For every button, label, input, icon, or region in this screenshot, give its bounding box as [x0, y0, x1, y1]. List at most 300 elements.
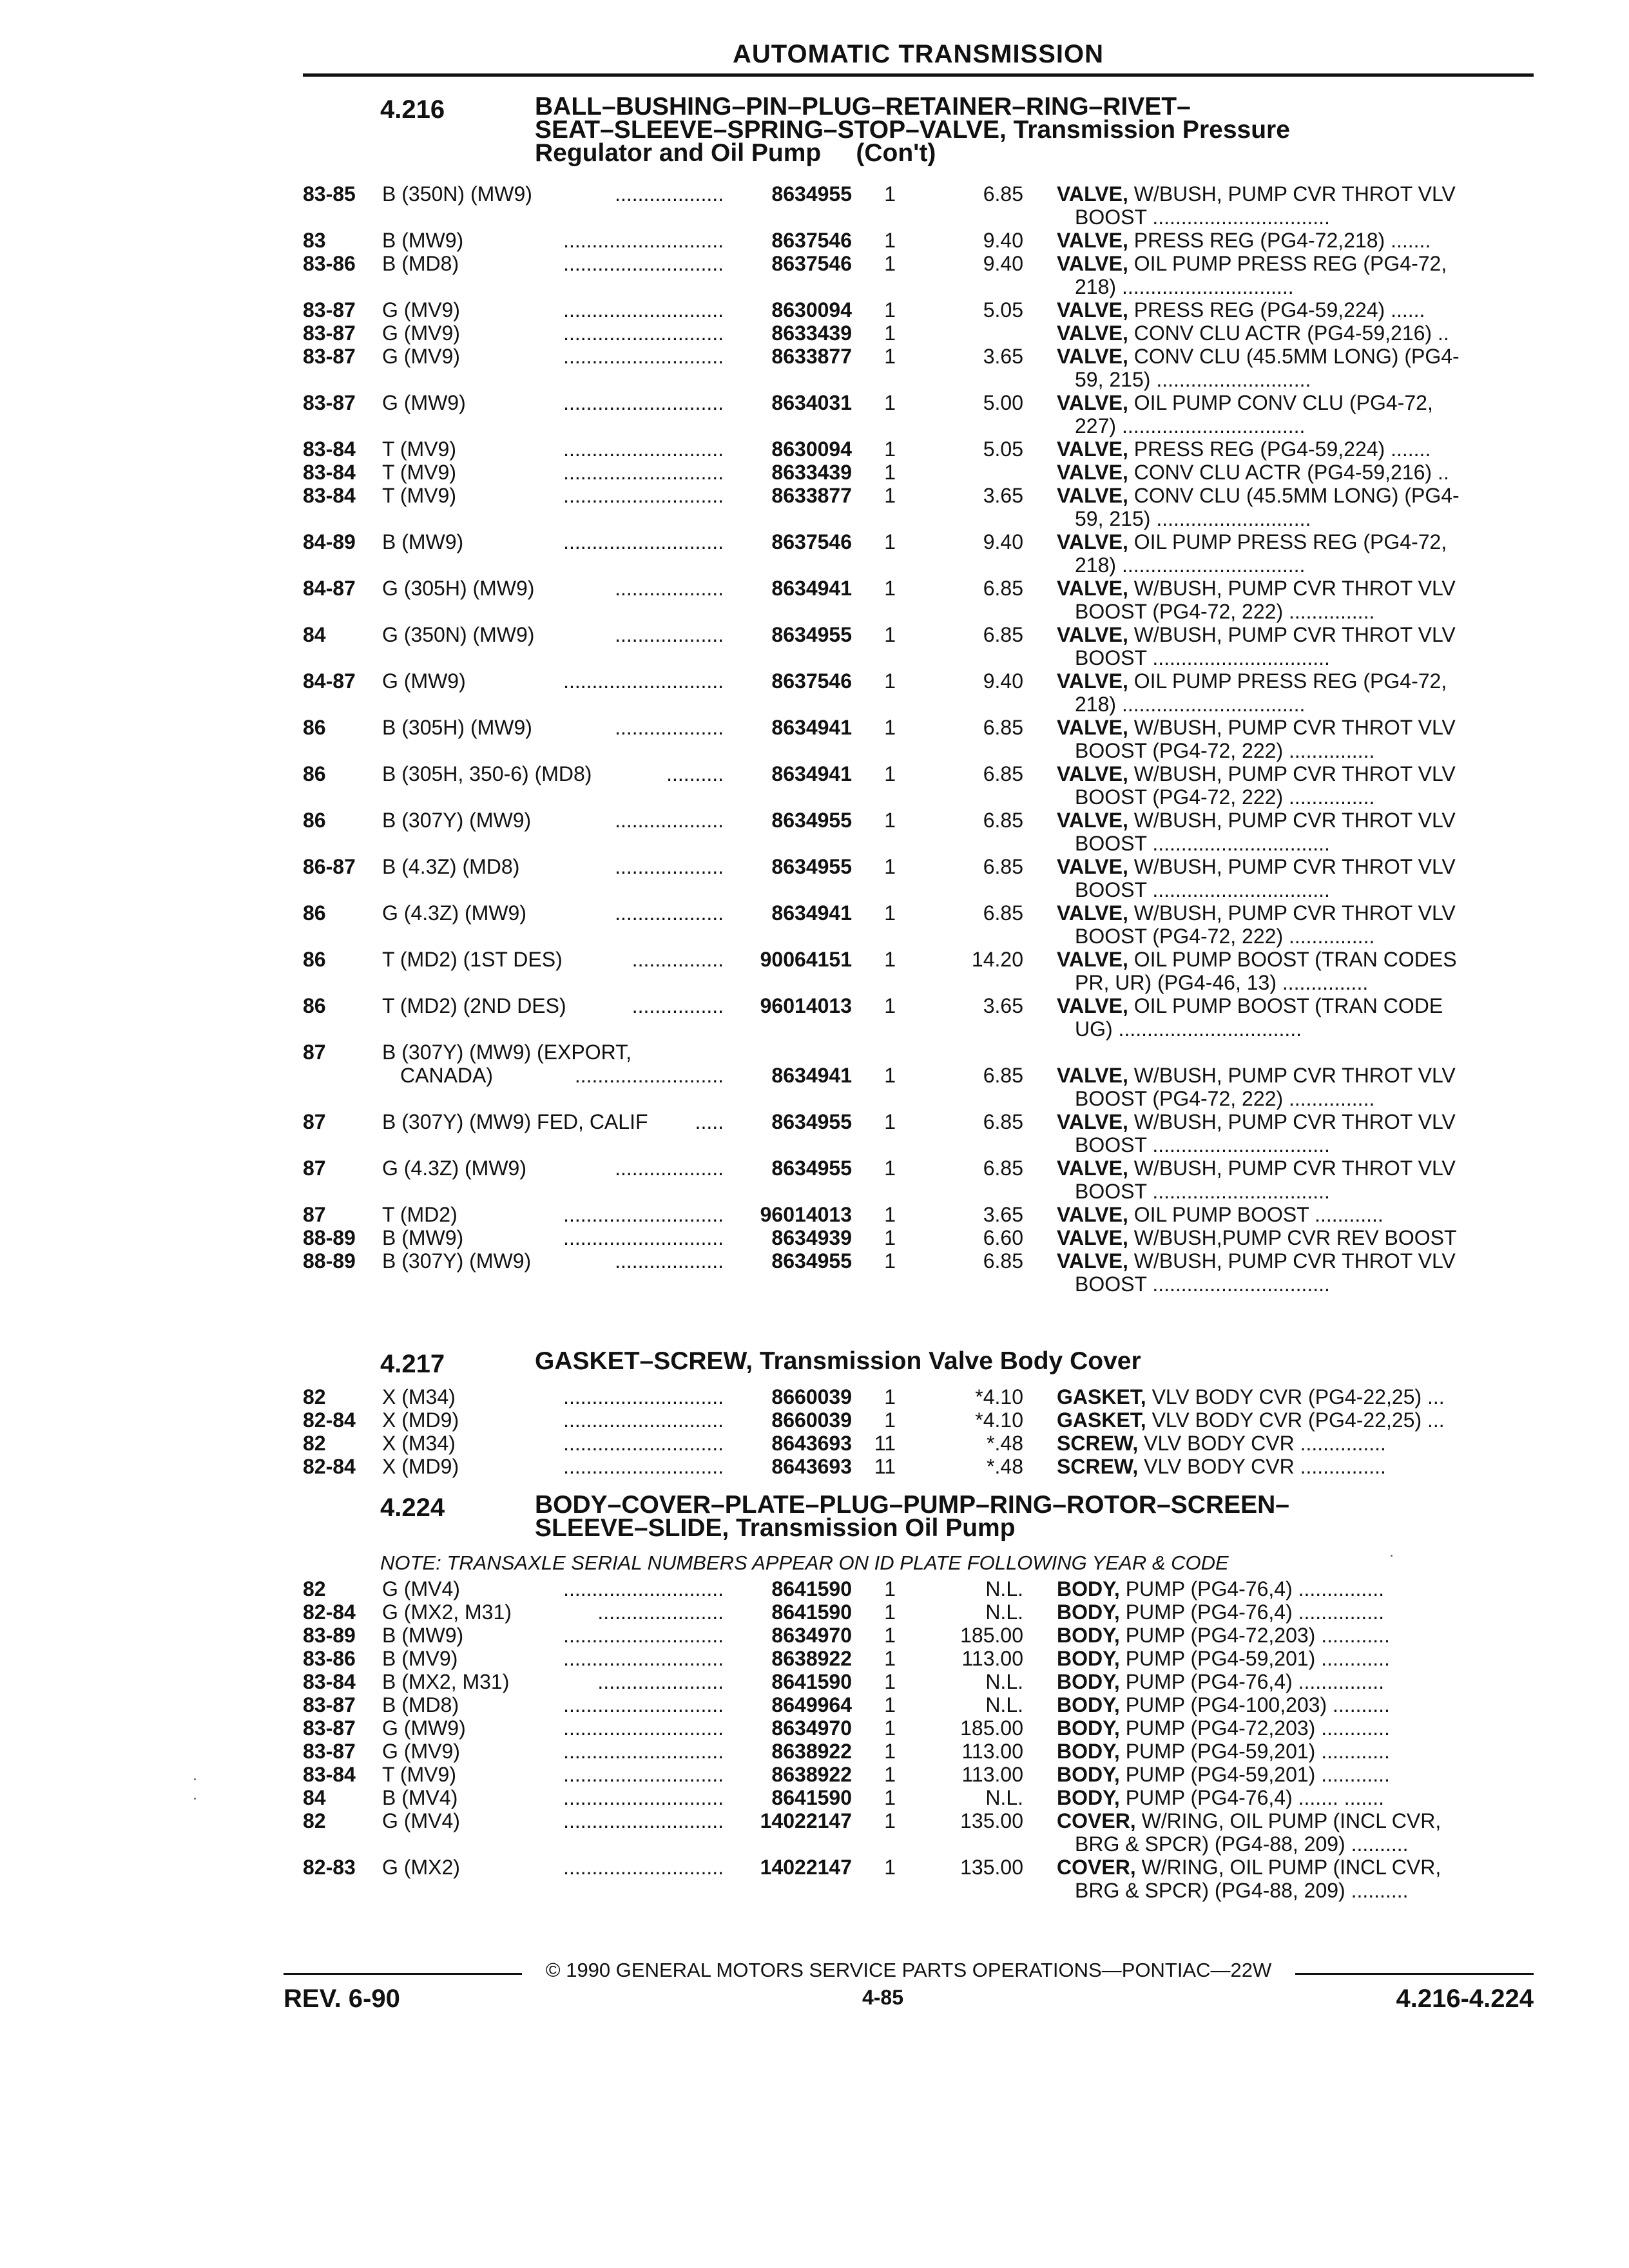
leader-dots: ...................... — [597, 1600, 724, 1624]
part-description — [1057, 530, 1521, 577]
quantity: 1 — [884, 391, 896, 414]
quantity: 1 — [884, 530, 896, 553]
price: N.L. — [985, 1600, 1023, 1624]
quantity: 1 — [884, 229, 896, 252]
price: *4.10 — [975, 1408, 1023, 1432]
price: 6.85 — [983, 855, 1023, 878]
vehicle-model — [382, 948, 724, 971]
vehicle-model — [382, 229, 724, 252]
part-number: 8634941 — [771, 577, 852, 600]
leader-dots: ............................ — [563, 322, 724, 345]
leader-dots: ................... — [615, 809, 724, 832]
vehicle-model — [382, 669, 724, 693]
part-description — [1057, 1809, 1521, 1856]
part-description — [1057, 229, 1521, 252]
part-number: 8634939 — [771, 1226, 852, 1249]
description-line: BODY, PUMP (PG4-59,201) ............ — [1057, 1740, 1390, 1763]
model-year: 82 — [303, 1432, 326, 1455]
vehicle-model-text: T (MD2) (2ND DES) — [382, 994, 566, 1017]
model-year: 86 — [303, 994, 326, 1017]
model-year: 82 — [303, 1809, 326, 1832]
description-line: VALVE, OIL PUMP BOOST (TRAN CODE — [1057, 994, 1443, 1017]
description-line: BOOST (PG4-72, 222) ............... — [1075, 1087, 1375, 1110]
model-year: 87 — [303, 1110, 326, 1133]
quantity: 1 — [884, 1693, 896, 1716]
price: *.48 — [987, 1455, 1023, 1478]
model-year: 87 — [303, 1157, 326, 1180]
vehicle-model-text: G (MW9) — [382, 1716, 466, 1740]
price: *4.10 — [975, 1385, 1023, 1408]
section-note: NOTE: TRANSAXLE SERIAL NUMBERS APPEAR ON ID PLATE FOLLOWING YEAR & CODE — [380, 1552, 1229, 1574]
quantity: 11 — [874, 1455, 896, 1478]
description-line: VALVE, CONV CLU ACTR (PG4-59,216) .. — [1057, 322, 1449, 345]
part-description — [1057, 1693, 1521, 1716]
vehicle-model — [382, 1577, 724, 1600]
price: 6.85 — [983, 1249, 1023, 1273]
model-year: 84-87 — [303, 669, 356, 693]
price: N.L. — [985, 1577, 1023, 1600]
quantity: 1 — [884, 623, 896, 646]
section-title-line: GASKET–SCREW, Transmission Valve Body Cover — [535, 1347, 1141, 1375]
part-number: 8634955 — [771, 855, 852, 878]
part-description — [1057, 1157, 1521, 1203]
model-year: 82-84 — [303, 1455, 356, 1478]
price: 6.85 — [983, 623, 1023, 646]
price: 5.05 — [983, 298, 1023, 322]
price: 9.40 — [983, 252, 1023, 275]
vehicle-model-text: G (MX2) — [382, 1856, 460, 1879]
leader-dots: ............................ — [563, 437, 724, 461]
vehicle-model-text: B (MW9) — [382, 229, 464, 252]
part-description — [1057, 1249, 1521, 1296]
price: 113.00 — [961, 1763, 1023, 1786]
part-number: 8630094 — [771, 298, 852, 322]
part-number: 96014013 — [760, 994, 852, 1017]
model-year: 86 — [303, 948, 326, 971]
price: 6.85 — [983, 901, 1023, 925]
part-number: 8638922 — [771, 1763, 852, 1786]
part-number: 8633439 — [771, 461, 852, 484]
model-year: 84-87 — [303, 577, 356, 600]
price: 6.85 — [983, 577, 1023, 600]
part-number: 8634955 — [771, 1157, 852, 1180]
description-line: VALVE, W/BUSH, PUMP CVR THROT VLV — [1057, 809, 1456, 832]
vehicle-model-text: G (MV9) — [382, 345, 460, 368]
model-year: 83 — [303, 229, 326, 252]
vehicle-model-text: B (305H, 350-6) (MD8) — [382, 762, 592, 785]
model-year: 86 — [303, 901, 326, 925]
scan-speck — [194, 1778, 196, 1780]
price: N.L. — [985, 1693, 1023, 1716]
description-line: BODY, PUMP (PG4-72,203) ............ — [1057, 1716, 1390, 1740]
footer-rule-left — [284, 1973, 522, 1975]
part-number: 8634031 — [771, 391, 852, 414]
leader-dots: ............................ — [563, 1786, 724, 1809]
leader-dots: ................ — [631, 948, 724, 971]
quantity: 1 — [884, 461, 896, 484]
quantity: 1 — [884, 1670, 896, 1693]
vehicle-model — [382, 1740, 724, 1763]
model-year: 83-87 — [303, 298, 356, 322]
vehicle-model-text: T (MV9) — [382, 484, 456, 507]
price: 5.05 — [983, 437, 1023, 461]
price: 3.65 — [983, 345, 1023, 368]
vehicle-model — [382, 1624, 724, 1647]
description-line: BOOST ............................... — [1075, 1133, 1330, 1157]
leader-dots: ............................ — [563, 1577, 724, 1600]
part-description — [1057, 1226, 1521, 1249]
vehicle-model-text: T (MD2) (1ST DES) — [382, 948, 563, 971]
part-number: 8633877 — [771, 345, 852, 368]
leader-dots: ............................ — [563, 1385, 724, 1408]
part-description — [1057, 1455, 1521, 1478]
quantity: 1 — [884, 669, 896, 693]
model-year: 84-89 — [303, 530, 356, 553]
description-line: VALVE, CONV CLU (45.5MM LONG) (PG4- — [1057, 484, 1460, 507]
quantity: 1 — [884, 1249, 896, 1273]
quantity: 1 — [884, 1600, 896, 1624]
quantity: 1 — [884, 577, 896, 600]
vehicle-model — [382, 855, 724, 878]
model-year: 83-84 — [303, 1763, 356, 1786]
description-line: COVER, W/RING, OIL PUMP (INCL CVR, — [1057, 1856, 1441, 1879]
vehicle-model — [382, 1432, 724, 1455]
price: 185.00 — [960, 1624, 1023, 1647]
vehicle-model-line: CANADA) — [400, 1064, 494, 1087]
leader-dots: ............................ — [563, 1740, 724, 1763]
leader-dots: ................... — [615, 577, 724, 600]
vehicle-model — [382, 461, 724, 484]
vehicle-model-text: T (MV9) — [382, 461, 456, 484]
part-description — [1057, 252, 1521, 298]
description-line: VALVE, W/BUSH, PUMP CVR THROT VLV — [1057, 762, 1456, 785]
part-description — [1057, 1064, 1521, 1110]
quantity: 1 — [884, 1856, 896, 1879]
price: N.L. — [985, 1786, 1023, 1809]
part-description — [1057, 1856, 1521, 1902]
vehicle-model — [382, 762, 724, 785]
price: 6.85 — [983, 716, 1023, 739]
vehicle-model — [382, 437, 724, 461]
footer-page-number: 4-85 — [862, 1986, 904, 2009]
vehicle-model-text: G (MV9) — [382, 298, 460, 322]
part-number: 8634955 — [771, 1249, 852, 1273]
description-line: VALVE, PRESS REG (PG4-59,224) ...... — [1057, 298, 1425, 322]
leader-dots: ............................ — [563, 298, 724, 322]
part-description — [1057, 669, 1521, 716]
leader-dots: ............................ — [563, 669, 724, 693]
description-line: VALVE, OIL PUMP PRESS REG (PG4-72, — [1057, 669, 1447, 693]
section-title-line: SEAT–SLEEVE–SPRING–STOP–VALVE, Transmission Pressure — [535, 116, 1290, 144]
part-number: 8633877 — [771, 484, 852, 507]
description-line: VALVE, OIL PUMP BOOST (TRAN CODES — [1057, 948, 1457, 971]
leader-dots: ............................ — [563, 229, 724, 252]
description-line: 59, 215) ........................... — [1075, 368, 1311, 391]
model-year: 83-89 — [303, 1624, 356, 1647]
part-number: 8643693 — [771, 1455, 852, 1478]
description-line: VALVE, W/BUSH, PUMP CVR THROT VLV — [1057, 901, 1456, 925]
price: 113.00 — [961, 1647, 1023, 1670]
description-line: BOOST (PG4-72, 222) ............... — [1075, 785, 1375, 809]
vehicle-model-text: G (MW9) — [382, 669, 466, 693]
footer-copyright: © 1990 GENERAL MOTORS SERVICE PARTS OPERATIONS—PONTIAC—22W — [545, 1959, 1272, 1981]
part-description — [1057, 1740, 1521, 1763]
part-description — [1057, 1110, 1521, 1157]
quantity: 1 — [884, 762, 896, 785]
leader-dots: ............................ — [563, 345, 724, 368]
vehicle-model — [382, 322, 724, 345]
leader-dots: ............................ — [563, 1432, 724, 1455]
description-line: VALVE, W/BUSH,PUMP CVR REV BOOST — [1057, 1226, 1457, 1249]
vehicle-model-text: X (MD9) — [382, 1408, 459, 1432]
vehicle-model — [382, 1693, 724, 1716]
leader-dots: ............................ — [563, 1408, 724, 1432]
description-line: BOOST ............................... — [1075, 1180, 1330, 1203]
vehicle-model-text: B (MW9) — [382, 1624, 464, 1647]
leader-dots: ............................ — [563, 1856, 724, 1879]
model-year: 82-83 — [303, 1856, 356, 1879]
model-year: 88-89 — [303, 1226, 356, 1249]
model-year: 83-87 — [303, 322, 356, 345]
price: 6.85 — [983, 762, 1023, 785]
vehicle-model-text: B (MX2, M31) — [382, 1670, 510, 1693]
leader-dots: .......................... — [574, 1064, 724, 1087]
quantity: 1 — [884, 1408, 896, 1432]
vehicle-model — [382, 1110, 724, 1133]
description-line: VALVE, W/BUSH, PUMP CVR THROT VLV — [1057, 182, 1456, 206]
part-description — [1057, 437, 1521, 461]
section-number: 4.224 — [380, 1494, 445, 1522]
quantity: 1 — [884, 1624, 896, 1647]
part-number: 8634941 — [771, 1064, 852, 1087]
part-description — [1057, 994, 1521, 1041]
quantity: 1 — [884, 1385, 896, 1408]
section-number: 4.216 — [380, 95, 445, 124]
vehicle-model-text: G (MV4) — [382, 1809, 460, 1832]
description-line: 227) ................................ — [1075, 414, 1306, 437]
vehicle-model-text: B (307Y) (MW9) — [382, 1249, 532, 1273]
part-number: 8641590 — [771, 1786, 852, 1809]
model-year: 82-84 — [303, 1600, 356, 1624]
part-description — [1057, 322, 1521, 345]
description-line: BODY, PUMP (PG4-76,4) ............... — [1057, 1600, 1384, 1624]
description-line: COVER, W/RING, OIL PUMP (INCL CVR, — [1057, 1809, 1441, 1832]
part-number: 8634955 — [771, 623, 852, 646]
model-year: 83-84 — [303, 461, 356, 484]
description-line: VALVE, W/BUSH, PUMP CVR THROT VLV — [1057, 577, 1456, 600]
vehicle-model-text: G (305H) (MW9) — [382, 577, 535, 600]
footer-rule-right — [1295, 1973, 1534, 1975]
model-year: 83-87 — [303, 1693, 356, 1716]
leader-dots: ............................ — [563, 1226, 724, 1249]
part-number: 8633439 — [771, 322, 852, 345]
part-description — [1057, 484, 1521, 530]
price: 6.85 — [983, 182, 1023, 206]
description-line: VALVE, W/BUSH, PUMP CVR THROT VLV — [1057, 1249, 1456, 1273]
part-description — [1057, 1432, 1521, 1455]
leader-dots: ............................ — [563, 1809, 724, 1832]
quantity: 1 — [884, 901, 896, 925]
part-description — [1057, 345, 1521, 391]
description-line: BOOST ............................... — [1075, 1273, 1330, 1296]
model-year: 83-86 — [303, 252, 356, 275]
description-line: BODY, PUMP (PG4-72,203) ............ — [1057, 1624, 1390, 1647]
part-description — [1057, 623, 1521, 669]
model-year: 87 — [303, 1203, 326, 1226]
vehicle-model-text: B (MW9) — [382, 1226, 464, 1249]
description-line: BODY, PUMP (PG4-59,201) ............ — [1057, 1647, 1390, 1670]
part-description — [1057, 1647, 1521, 1670]
part-description — [1057, 901, 1521, 948]
vehicle-model — [382, 1600, 724, 1624]
section-title-line: Regulator and Oil Pump (Con't) — [535, 139, 936, 167]
vehicle-model — [382, 298, 724, 322]
description-line: 59, 215) ........................... — [1075, 507, 1311, 530]
leader-dots: ................... — [615, 855, 724, 878]
vehicle-model — [382, 391, 724, 414]
quantity: 1 — [884, 994, 896, 1017]
section-title — [535, 1491, 1469, 1542]
vehicle-model-text: B (MV4) — [382, 1786, 458, 1809]
part-number: 8643693 — [771, 1432, 852, 1455]
description-line: BODY, PUMP (PG4-59,201) ............ — [1057, 1763, 1390, 1786]
description-line: VALVE, CONV CLU ACTR (PG4-59,216) .. — [1057, 461, 1449, 484]
description-line: VALVE, OIL PUMP BOOST ............ — [1057, 1203, 1383, 1226]
description-line: BOOST (PG4-72, 222) ............... — [1075, 925, 1375, 948]
part-number: 8637546 — [771, 669, 852, 693]
vehicle-model — [382, 577, 724, 600]
leader-dots: ..... — [695, 1110, 724, 1133]
vehicle-model — [382, 901, 724, 925]
part-description — [1057, 809, 1521, 855]
model-year: 83-84 — [303, 1670, 356, 1693]
price: 3.65 — [983, 1203, 1023, 1226]
description-line: 218) ................................ — [1075, 553, 1306, 577]
quantity: 1 — [884, 1740, 896, 1763]
part-number: 8641590 — [771, 1600, 852, 1624]
model-year: 87 — [303, 1041, 326, 1064]
vehicle-model-text: B (305H) (MW9) — [382, 716, 532, 739]
part-description — [1057, 1716, 1521, 1740]
model-year: 86-87 — [303, 855, 356, 878]
leader-dots: ................... — [615, 716, 724, 739]
part-description — [1057, 855, 1521, 901]
part-description — [1057, 1600, 1521, 1624]
description-line: BOOST ............................... — [1075, 206, 1330, 229]
vehicle-model — [382, 1670, 724, 1693]
leader-dots: ............................ — [563, 530, 724, 553]
section-title-line: BODY–COVER–PLATE–PLUG–PUMP–RING–ROTOR–SCREEN– — [535, 1491, 1289, 1519]
vehicle-model-text: B (MD8) — [382, 252, 459, 275]
quantity: 1 — [884, 948, 896, 971]
description-line: VALVE, OIL PUMP CONV CLU (PG4-72, — [1057, 391, 1433, 414]
quantity: 1 — [884, 809, 896, 832]
part-description — [1057, 298, 1521, 322]
description-line: BOOST (PG4-72, 222) ............... — [1075, 600, 1375, 623]
model-year: 83-86 — [303, 1647, 356, 1670]
description-line: UG) ................................ — [1075, 1017, 1302, 1041]
leader-dots: ................ — [631, 994, 724, 1017]
vehicle-model — [382, 1408, 724, 1432]
part-description — [1057, 1670, 1521, 1693]
description-line: VALVE, W/BUSH, PUMP CVR THROT VLV — [1057, 1157, 1456, 1180]
model-year: 83-87 — [303, 1740, 356, 1763]
part-description — [1057, 1408, 1521, 1432]
vehicle-model-text: X (MD9) — [382, 1455, 459, 1478]
leader-dots: ............................ — [563, 461, 724, 484]
description-line: VALVE, CONV CLU (45.5MM LONG) (PG4- — [1057, 345, 1460, 368]
price: 14.20 — [971, 948, 1023, 971]
description-line: BOOST ............................... — [1075, 646, 1330, 669]
footer-revision: REV. 6-90 — [284, 1984, 400, 2013]
vehicle-model-line: B (307Y) (MW9) (EXPORT, — [382, 1041, 632, 1064]
quantity: 11 — [874, 1432, 896, 1455]
part-number: 8634955 — [771, 182, 852, 206]
quantity: 1 — [884, 182, 896, 206]
part-number: 8641590 — [771, 1670, 852, 1693]
vehicle-model-text: B (307Y) (MW9) FED, CALIF — [382, 1110, 648, 1133]
part-number: 8630094 — [771, 437, 852, 461]
price: 6.85 — [983, 1157, 1023, 1180]
vehicle-model-text: G (MV4) — [382, 1577, 460, 1600]
part-number: 8634941 — [771, 901, 852, 925]
model-year: 83-84 — [303, 484, 356, 507]
vehicle-model-text: G (MW9) — [382, 391, 466, 414]
leader-dots: ............................ — [563, 1647, 724, 1670]
quantity: 1 — [884, 322, 896, 345]
vehicle-model-text: G (4.3Z) (MW9) — [382, 901, 526, 925]
model-year: 83-87 — [303, 1716, 356, 1740]
description-line: VALVE, PRESS REG (PG4-59,224) ....... — [1057, 437, 1431, 461]
model-year: 82-84 — [303, 1408, 356, 1432]
quantity: 1 — [884, 716, 896, 739]
vehicle-model-text: G (MX2, M31) — [382, 1600, 512, 1624]
description-line: 218) .............................. — [1075, 275, 1294, 298]
vehicle-model-text: X (M34) — [382, 1432, 456, 1455]
leader-dots: ............................ — [563, 252, 724, 275]
vehicle-model-text: G (4.3Z) (MW9) — [382, 1157, 526, 1180]
quantity: 1 — [884, 1577, 896, 1600]
model-year: 83-84 — [303, 437, 356, 461]
vehicle-model — [382, 1455, 724, 1478]
leader-dots: ............................ — [563, 1763, 724, 1786]
footer-section-range: 4.216-4.224 — [1396, 1984, 1534, 2013]
quantity: 1 — [884, 1809, 896, 1832]
price: N.L. — [985, 1670, 1023, 1693]
vehicle-model-text: X (M34) — [382, 1385, 456, 1408]
quantity: 1 — [884, 1786, 896, 1809]
quantity: 1 — [884, 252, 896, 275]
part-description — [1057, 461, 1521, 484]
model-year: 82 — [303, 1577, 326, 1600]
part-number: 8637546 — [771, 229, 852, 252]
section-number: 4.217 — [380, 1350, 445, 1378]
part-description — [1057, 1203, 1521, 1226]
part-number: 8641590 — [771, 1577, 852, 1600]
part-number: 8634955 — [771, 809, 852, 832]
vehicle-model-text: T (MV9) — [382, 1763, 456, 1786]
part-number: 8634970 — [771, 1716, 852, 1740]
leader-dots: ...................... — [597, 1670, 724, 1693]
vehicle-model — [382, 252, 724, 275]
vehicle-model-text: T (MD2) — [382, 1203, 458, 1226]
quantity: 1 — [884, 298, 896, 322]
leader-dots: ............................ — [563, 391, 724, 414]
vehicle-model — [382, 530, 724, 553]
part-number: 90064151 — [760, 948, 852, 971]
price: 9.40 — [983, 229, 1023, 252]
header-rule — [303, 73, 1534, 77]
